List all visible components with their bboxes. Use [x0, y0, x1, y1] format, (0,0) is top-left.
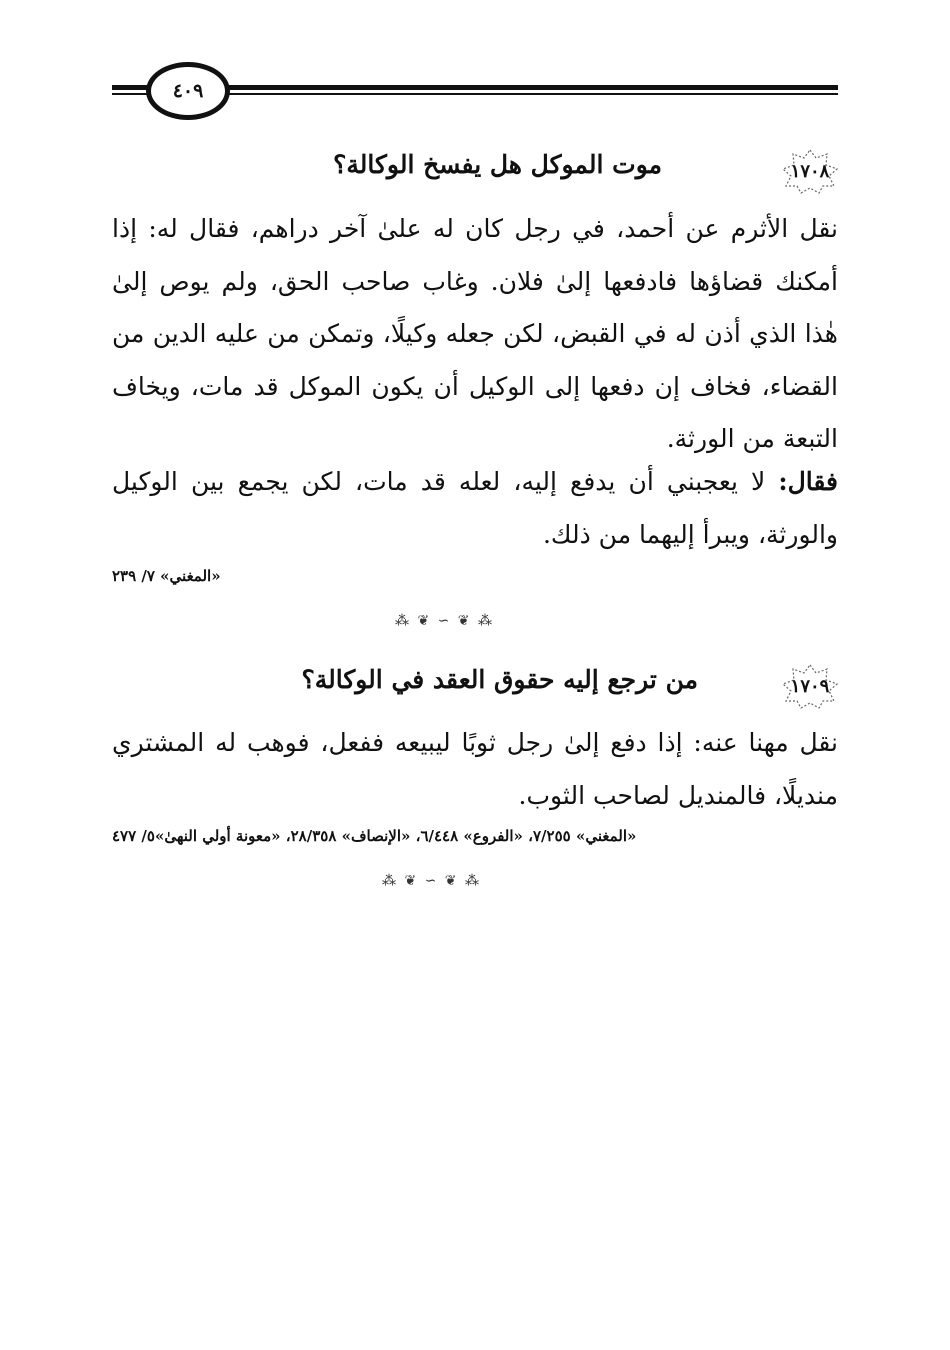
- question-number-badge: ١٧٠٩: [780, 663, 840, 709]
- page-header: [112, 60, 838, 126]
- question-body: نقل مهنا عنه: إذا دفع إلىٰ رجل ثوبًا ليبيعه ففعل، فوهب له المشتري منديلًا، فالمنديل لصاحب الثوب.: [112, 728, 838, 810]
- question-title: موت الموكل هل يفسخ الوكالة؟: [333, 150, 662, 179]
- source-citation: «المغني» ٧/٢٥٥، «الفروع» ٦/٤٤٨، «الإنصاف» ٢٨/٣٥٨، «معونة أولي النهىٰ»٥/ ٤٧٧: [112, 827, 637, 845]
- page-number-badge: [146, 62, 230, 120]
- question-title: من ترجع إليه حقوق العقد في الوكالة؟: [301, 665, 698, 694]
- question-number-badge: ١٧٠٨: [780, 148, 840, 194]
- page-number: ٤٠٩: [172, 80, 204, 102]
- answer-label: فقال:: [778, 467, 838, 496]
- section-divider: ⁂ ❦ ∽ ❦ ⁂: [382, 873, 481, 889]
- answer-text: لا يعجبني أن يدفع إليه، لعله قد مات، لكن يجمع بين الوكيل والورثة، ويبرأ إليهما من ذلك.: [112, 467, 838, 549]
- source-citation: «المغني» ٧/ ٢٣٩: [112, 567, 221, 585]
- section-divider: ⁂ ❦ ∽ ❦ ⁂: [395, 613, 494, 629]
- question-body: نقل الأثرم عن أحمد، في رجل كان له علىٰ آخر دراهم، فقال له: إذا أمكنك قضاؤها فادفعها إلىٰ فلان. وغاب صاحب الحق، ولم يوص إلىٰ هٰذا الذي أذن له في القبض، لكن جعله وكيلًا، وتمكن من عليه الدين من القضاء، فخاف إن دفعها إلى الوكيل أن يكون الموكل قد مات، ويخاف التبعة من الورثة.: [112, 214, 838, 453]
- answer-paragraph: [112, 456, 838, 561]
